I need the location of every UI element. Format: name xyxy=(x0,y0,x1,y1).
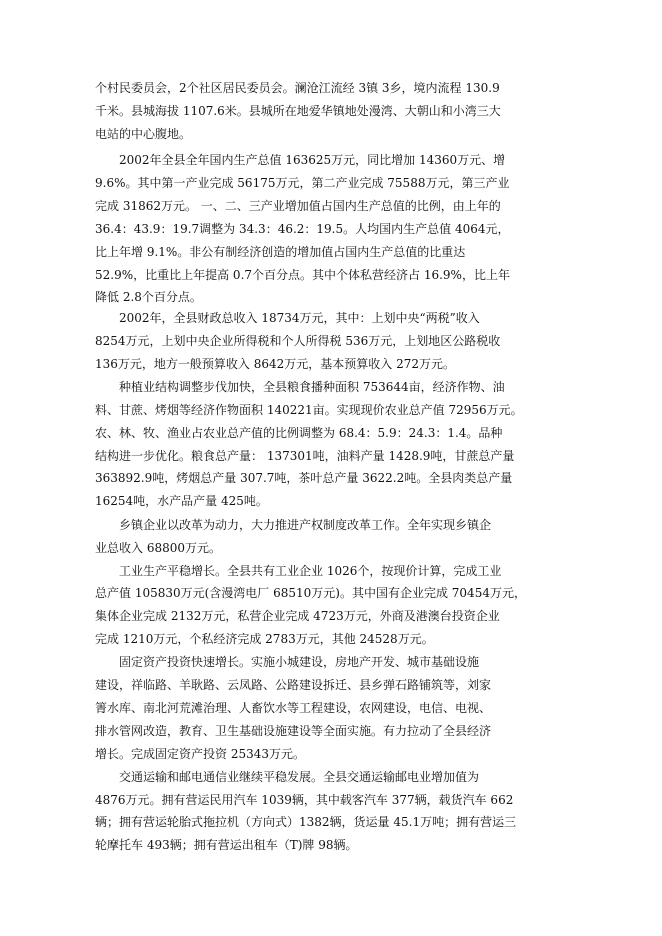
text-line: 固定资产投资快速增长。实施小城建设，房地产开发、城市基础设施 xyxy=(119,655,480,669)
text-line: 千米。县城海拔 1107.6米。县城所在地爱华镇地处漫湾、大朝山和小湾三大 xyxy=(95,104,501,118)
text-line: 结构进一步优化。粮食总产量： 137301吨，油料产量 1428.9吨，甘蔗总产量 xyxy=(95,449,515,463)
text-line: 完成 31862万元。 一、二、三产业增加值占国内生产总值的比例，由上年的 xyxy=(95,199,501,213)
text-line: 136万元，地方一般预算收入 8642万元，基本预算收入 272万元。 xyxy=(95,357,455,371)
text-line: 完成 1210万元，个私经济完成 2783万元，其他 24528万元。 xyxy=(95,632,434,646)
text-line: 8254万元，上划中央企业所得税和个人所得税 536万元，上划地区公路税收 xyxy=(95,334,501,348)
text-line: 363892.9吨，烤烟总产量 307.7吨，茶叶总产量 3622.2吨。全县肉类总产量 xyxy=(95,471,513,485)
text-line: 料、甘蔗、烤烟等经济作物面积 140221亩。实现现价农业总产值 72956万元。 xyxy=(95,403,523,417)
text-line: 农、林、牧、渔业占农业总产值的比例调整为 68.4：5.9：24.3：1.4。品种 xyxy=(95,426,503,440)
text-line: 箐水库、南北河荒滩治理、人畜饮水等工程建设，农网建设，电信、电视、 xyxy=(95,701,492,715)
text-line: 业总收入 68800万元。 xyxy=(95,541,221,555)
text-line: 轮摩托车 493辆；拥有营运出租车（T)牌 98辆。 xyxy=(95,838,358,852)
text-line: 种植业结构调整步伐加快，全县粮食播种面积 753644亩，经济作物、油 xyxy=(119,380,505,394)
text-line: 增长。完成固定资产投资 25343万元。 xyxy=(95,747,305,761)
text-line: 9.6%。其中第一产业完成 56175万元，第二产业完成 75588万元，第三产业 xyxy=(95,176,510,190)
text-line: 集体企业完成 2132万元，私营企业完成 4723万元，外商及港澳台投资企业 xyxy=(95,609,500,623)
text-line: 交通运输和邮电通信业继续平稳发展。全县交通运输邮电业增加值为 xyxy=(119,770,480,784)
text-line: 辆；拥有营运轮胎式拖拉机（方向式）1382辆，货运量 45.1万吨；拥有营运三 xyxy=(95,815,517,829)
text-line: 乡镇企业以改革为动力，大力推进产权制度改革工作。全年实现乡镇企 xyxy=(119,518,492,532)
text-line: 52.9%，比重比上年提高 0.7个百分点。其中个体私营经济占 16.9%，比上年 xyxy=(95,268,510,282)
text-line: 排水管网改造，教育、卫生基础设施建设等全面实施。有力拉动了全县经济 xyxy=(95,724,492,738)
text-line: 个村民委员会，2个社区居民委员会。澜沧江流经 3镇 3乡，境内流程 130.9 xyxy=(95,81,500,95)
text-line: 总产值 105830万元(含漫湾电厂 68510万元)。其中国有企业完成 70454万元， xyxy=(95,586,526,600)
text-line: 建设，祥临路、羊耿路、云凤路、公路建设拆迁、县乡弹石路铺筑等，刘家 xyxy=(95,678,492,692)
text-line: 比上年增 9.1%。非公有制经济创造的增加值占国内生产总值的比重达 xyxy=(95,245,466,259)
text-line: 2002年全县全年国内生产总值 163625万元，同比增加 14360万元、增 xyxy=(119,153,506,167)
text-line: 36.4：43.9：19.7调整为 34.3：46.2：19.5。人均国内生产总值 4064元， xyxy=(95,222,510,236)
text-line: 16254吨，水产品产量 425吨。 xyxy=(95,494,268,508)
text-line: 4876万元。拥有营运民用汽车 1039辆，其中载客汽车 377辆，载货汽车 662 xyxy=(95,793,514,807)
text-line: 2002年，全县财政总收入 18734万元，其中：上划中央“两税”收入 xyxy=(119,311,480,325)
text-line: 降低 2.8个百分点。 xyxy=(95,290,202,304)
text-line: 工业生产平稳增长。全县共有工业企业 1026个，按现价计算，完成工业 xyxy=(119,564,502,578)
text-line: 电站的中心腹地。 xyxy=(95,127,192,141)
